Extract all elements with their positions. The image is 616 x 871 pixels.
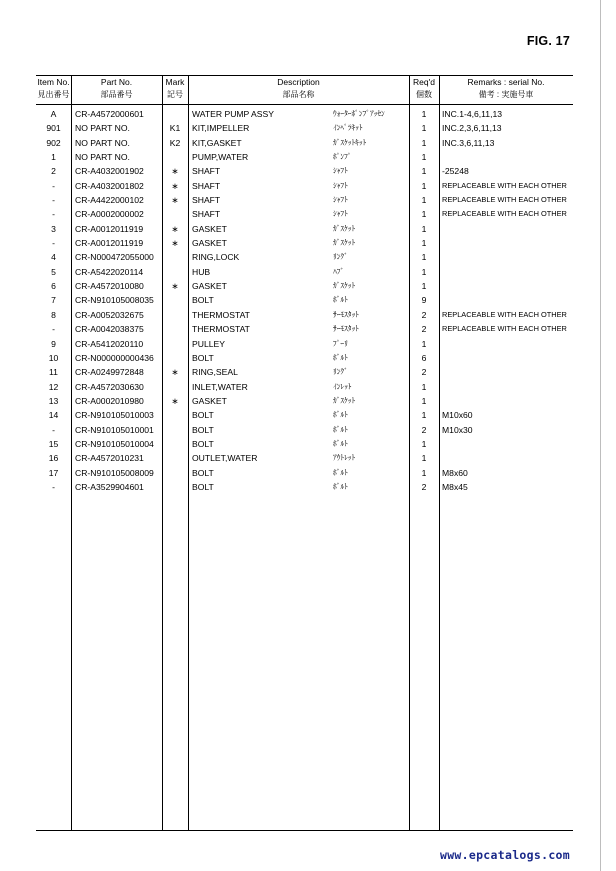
description-katakana: ﾎﾞﾙﾄ [333,424,348,434]
mark-symbol: ∗ [171,367,179,378]
required-quantity: 2 [421,481,427,492]
table-row [36,480,573,494]
description-katakana: ﾎﾟﾝﾌﾟ [333,152,352,162]
description: BOLT [192,352,214,363]
description: GASKET [192,223,227,234]
description: BOLT [192,295,214,306]
description: BOLT [192,481,214,492]
description: SHAFT [192,209,221,220]
description-katakana: ﾎﾞﾙﾄ [333,481,348,491]
header-mark-jp: 記号 [167,90,183,99]
description: BOLT [192,438,214,449]
required-quantity: 1 [421,266,427,277]
header-item-no-jp: 見出番号 [37,90,70,99]
description: SHAFT [192,180,221,191]
required-quantity: 2 [421,367,427,378]
part-number: CR-A0249972848 [75,367,144,378]
required-quantity: 2 [421,324,427,335]
description-katakana: ｲﾝﾚｯﾄ [333,381,352,391]
part-number: CR-A0052032675 [75,309,144,320]
table-row [36,293,573,307]
description: RING,SEAL [192,367,238,378]
parts-table-body [36,107,573,494]
table-row [36,423,573,437]
description-katakana: ｱｳﾄﾚｯﾄ [333,453,356,463]
description: RING,LOCK [192,252,240,263]
required-quantity: 1 [421,209,427,220]
item-number: - [52,238,55,249]
item-number: 14 [48,410,59,421]
description: INLET,WATER [192,381,248,392]
remarks: -25248 [442,166,469,177]
table-row [36,451,573,465]
description-katakana: ﾎﾞﾙﾄ [333,467,348,477]
item-number: 5 [51,266,56,277]
part-number: CR-A0012011919 [75,223,144,234]
required-quantity: 1 [421,238,427,249]
header-mark [162,77,188,103]
mark-symbol: ∗ [171,166,179,177]
description: THERMOSTAT [192,324,250,335]
required-quantity: 1 [421,152,427,163]
remarks: M10x30 [442,424,473,435]
required-quantity: 1 [421,109,427,119]
required-quantity: 9 [421,295,427,306]
item-number: 2 [51,166,56,177]
description-katakana: ﾎﾞﾙﾄ [333,295,348,305]
item-number: 15 [48,438,59,449]
table-row [36,150,573,164]
part-number: CR-A4572010231 [75,453,144,464]
remarks: M8x45 [442,481,468,492]
description-katakana: ﾌﾟｰﾘ [333,338,348,348]
header-remarks-jp: 備考 : 実施号車 [478,90,534,99]
required-quantity: 2 [421,309,427,320]
description: GASKET [192,395,227,406]
description: HUB [192,266,211,277]
table-row [36,236,573,250]
part-number: NO PART NO. [75,123,130,134]
part-number: CR-N910105010004 [75,438,154,449]
required-quantity: 1 [421,467,427,478]
remarks: REPLACEABLE WITH EACH OTHER [442,324,567,334]
part-number: CR-A0002010980 [75,395,144,406]
item-number: 16 [48,453,59,464]
table-row [36,322,573,336]
remarks: INC.3,6,11,13 [442,137,495,148]
parts-table [36,75,573,831]
mark-symbol: ∗ [171,238,179,249]
remarks: REPLACEABLE WITH EACH OTHER [442,180,567,190]
description-katakana: ﾘﾝｸﾞ [333,252,348,262]
table-row [36,437,573,451]
header-part-no-label: Part No. [100,77,133,87]
item-number: 4 [51,252,56,263]
part-number: CR-A4572010080 [75,281,144,292]
item-number: 11 [49,367,58,378]
table-row [36,121,573,135]
part-number: CR-A0042038375 [75,324,144,335]
part-number: CR-A4572030630 [75,381,144,392]
item-number: A [50,109,57,119]
required-quantity: 1 [421,137,427,148]
item-number: 1 [51,152,56,163]
table-row [36,351,573,365]
required-quantity: 1 [421,381,427,392]
item-number: 6 [51,281,56,292]
header-reqd-label: Req'd [413,77,435,87]
description: SHAFT [192,195,221,206]
item-number: 901 [46,123,61,134]
remarks: M10x60 [442,410,473,421]
item-number: 9 [51,338,56,349]
required-quantity: 6 [421,352,427,363]
header-reqd-jp: 個数 [416,90,432,99]
required-quantity: 1 [421,195,427,206]
mark-symbol: ∗ [171,180,179,191]
required-quantity: 1 [421,180,427,191]
item-number: - [52,195,55,206]
description-katakana: ﾎﾞﾙﾄ [333,410,348,420]
description-katakana: ｼｬﾌﾄ [333,180,348,190]
table-row [36,136,573,150]
remarks: REPLACEABLE WITH EACH OTHER [442,309,567,319]
item-number: 12 [48,381,59,392]
header-remarks [439,77,573,103]
description-katakana: ｶﾞｽｹｯﾄ [333,223,356,233]
table-row [36,365,573,379]
mark-symbol: K1 [169,123,181,134]
item-number: - [52,209,55,220]
remarks: REPLACEABLE WITH EACH OTHER [442,195,567,205]
description: THERMOSTAT [192,309,250,320]
description: KIT,GASKET [192,137,242,148]
header-mark-label: Mark [165,77,185,87]
table-row [36,380,573,394]
description-katakana: ｶﾞｽｹｯﾄｷｯﾄ [333,137,367,147]
part-number: CR-A0012011919 [75,238,144,249]
header-description-jp: 部品名称 [282,90,315,99]
header-item-no-label: Item No. [37,77,70,87]
description-katakana: ｲﾝﾍﾟﾗｷｯﾄ [333,123,363,133]
item-number: 13 [48,395,59,406]
required-quantity: 1 [421,438,427,449]
description: PULLEY [192,338,225,349]
figure-label: FIG. 17 [526,34,570,48]
remarks: INC.1-4,6,11,13 [442,109,503,119]
required-quantity: 1 [421,395,427,406]
description-katakana: ﾊﾌﾞ [333,266,345,276]
item-number: 17 [48,467,59,478]
header-part-no-jp: 部品番号 [100,90,133,99]
part-number: CR-A3529904601 [75,481,144,492]
part-number: CR-N910105010001 [75,424,154,435]
description-katakana: ｼｬﾌﾄ [333,209,348,219]
item-number: 7 [51,295,56,306]
item-number: 902 [46,137,61,148]
part-number: CR-A0002000002 [75,209,144,220]
part-number: NO PART NO. [75,137,130,148]
part-number: CR-A4032001802 [75,180,144,191]
mark-symbol: ∗ [171,281,179,292]
description-katakana: ｶﾞｽｹｯﾄ [333,238,356,248]
table-row [36,337,573,351]
description-katakana: ﾎﾞﾙﾄ [333,352,348,362]
required-quantity: 1 [421,252,427,263]
footer-watermark-url: www.epcatalogs.com [439,848,570,862]
part-number: NO PART NO. [75,152,130,163]
table-row [36,279,573,293]
required-quantity: 2 [421,424,427,435]
remarks: REPLACEABLE WITH EACH OTHER [442,209,567,219]
item-number: 3 [51,223,56,234]
part-number: CR-A5422020114 [75,266,144,277]
table-row [36,164,573,178]
mark-symbol: ∗ [171,195,179,206]
item-number: 8 [51,309,56,320]
part-number: CR-A4032001902 [75,166,144,177]
table-row [36,408,573,422]
required-quantity: 1 [421,338,427,349]
table-row [36,107,573,121]
part-number: CR-N910105010003 [75,410,154,421]
required-quantity: 1 [421,123,427,134]
header-description [188,77,409,103]
table-row [36,207,573,221]
table-row [36,308,573,322]
description: OUTLET,WATER [192,453,258,464]
required-quantity: 1 [421,223,427,234]
description-katakana: ｶﾞｽｹｯﾄ [333,395,356,405]
description: BOLT [192,467,214,478]
part-number: CR-N000472055000 [75,252,154,263]
description: GASKET [192,238,227,249]
description-katakana: ｼｬﾌﾄ [333,195,348,205]
mark-symbol: ∗ [171,223,179,234]
item-number: - [52,324,55,335]
description: KIT,IMPELLER [192,123,250,134]
description-katakana: ｳｫｰﾀｰﾎﾟﾝﾌﾟｱｯｾﾝ [333,109,385,118]
description-katakana: ｶﾞｽｹｯﾄ [333,281,356,291]
header-item-no [36,77,71,103]
part-number: CR-A4572000601 [75,109,144,119]
description: BOLT [192,424,214,435]
description: WATER PUMP ASSY [192,109,274,119]
description: SHAFT [192,166,221,177]
required-quantity: 1 [421,281,427,292]
header-description-label: Description [277,77,320,87]
table-row [36,265,573,279]
description-katakana: ｻｰﾓｽﾀｯﾄ [333,324,359,334]
item-number: - [52,481,55,492]
header-reqd [409,77,439,103]
table-row [36,466,573,480]
table-row [36,179,573,193]
description: PUMP,WATER [192,152,249,163]
description-katakana: ﾎﾞﾙﾄ [333,438,348,448]
header-divider [36,104,573,105]
part-number: CR-A5412020110 [75,338,144,349]
description-katakana: ｼｬﾌﾄ [333,166,348,176]
table-row [36,394,573,408]
description-katakana: ﾘﾝｸﾞ [333,367,348,377]
part-number: CR-N000000000436 [75,352,154,363]
required-quantity: 1 [421,410,427,421]
item-number: - [52,424,55,435]
required-quantity: 1 [421,166,427,177]
part-number: CR-N910105008035 [75,295,154,306]
required-quantity: 1 [421,453,427,464]
table-row [36,250,573,264]
item-number: - [52,180,55,191]
mark-symbol: ∗ [171,395,179,406]
table-row [36,193,573,207]
table-row [36,222,573,236]
header-part-no [71,77,162,103]
mark-symbol: K2 [169,137,181,148]
description: GASKET [192,281,227,292]
description-katakana: ｻｰﾓｽﾀｯﾄ [333,309,359,319]
part-number: CR-N910105008009 [75,467,154,478]
header-remarks-label: Remarks : serial No. [467,77,545,87]
description: BOLT [192,410,214,421]
remarks: INC.2,3,6,11,13 [442,123,502,134]
remarks: M8x60 [442,467,468,478]
item-number: 10 [48,352,59,363]
part-number: CR-A4422000102 [75,195,144,206]
